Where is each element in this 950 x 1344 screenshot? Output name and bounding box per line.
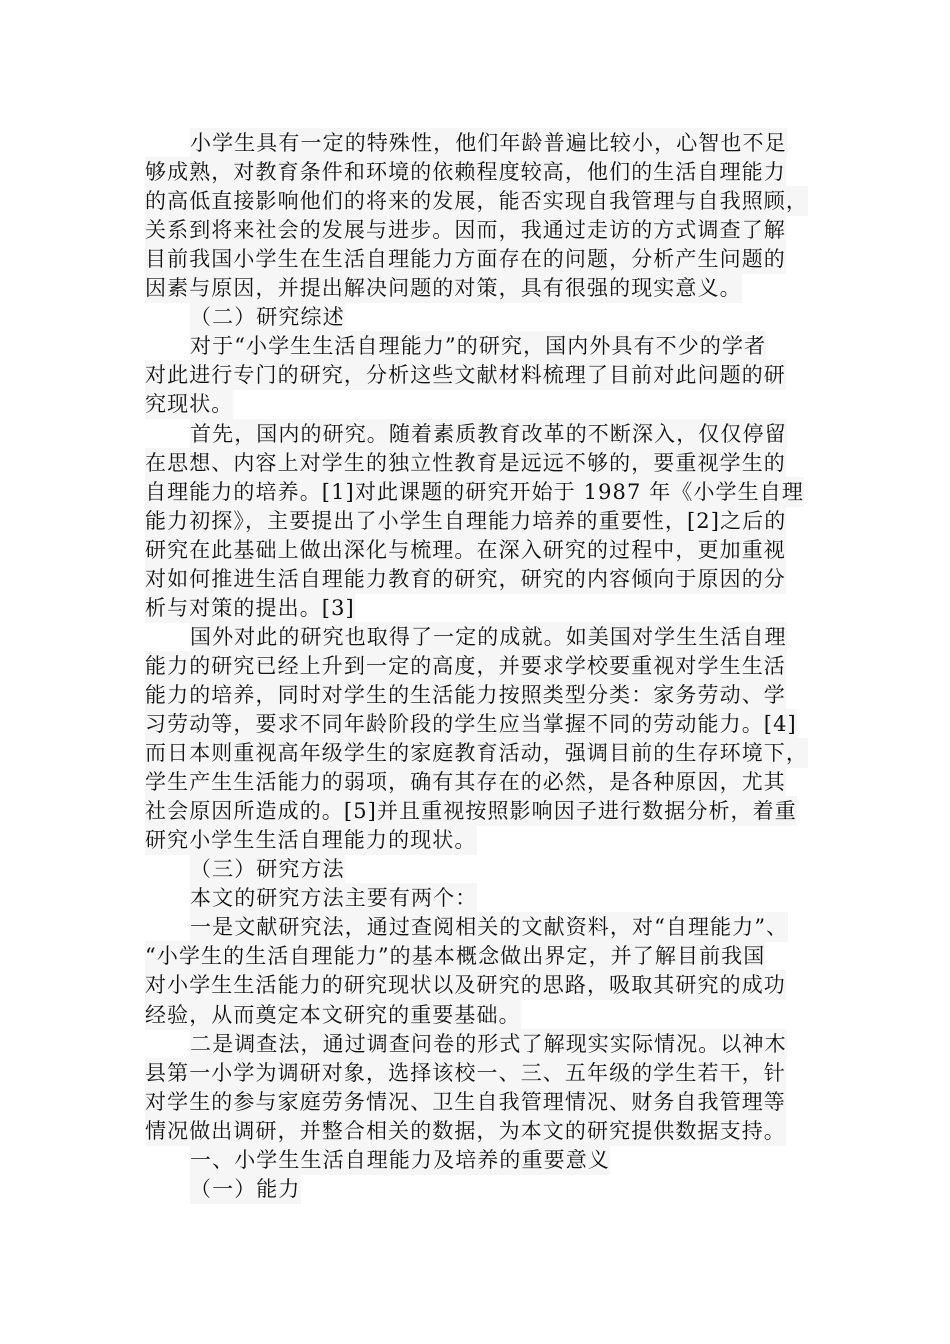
text-line: 够成熟，对教育条件和环境的依赖程度较高，他们的生活自理能力 [145, 157, 786, 187]
text-line: 究现状。 [145, 389, 233, 419]
text-line: 在思想、内容上对学生的独立性教育是远远不够的，要重视学生的 [145, 448, 786, 478]
text-line: 目前我国小学生在生活自理能力方面存在的问题，分析产生问题的 [145, 244, 786, 274]
text-line: 情况做出调研，并整合相关的数据，为本文的研究提供数据支持。 [145, 1116, 786, 1146]
text-line: 研究小学生生活自理能力的现状。 [145, 825, 477, 855]
text-line: 析与对策的提出。[3] [145, 593, 355, 623]
text-line: 首先，国内的研究。随着素质教育改革的不断深入，仅仅停留 [190, 419, 787, 449]
text-line: 关系到将来社会的发展与进步。因而，我通过走访的方式调查了解 [145, 215, 786, 245]
text-line: （三）研究方法 [190, 854, 345, 884]
text-line: 自理能力的培养。[1]对此课题的研究开始于 1987 年《小学生自理 [145, 477, 804, 507]
text-line: 习劳动等，要求不同年龄阶段的学生应当掌握不同的劳动能力。[4] [145, 709, 797, 739]
text-line: 小学生具有一定的特殊性，他们年龄普遍比较小，心智也不足 [190, 128, 787, 158]
text-line: 能力初探》，主要提出了小学生自理能力培养的重要性，[2]之后的 [145, 506, 786, 536]
text-line: 研究在此基础上做出深化与梳理。在深入研究的过程中，更加重视 [145, 535, 786, 565]
text-line: 一、小学生生活自理能力及培养的重要意义 [190, 1145, 610, 1175]
text-line: 对此进行专门的研究，分析这些文献材料梳理了目前对此问题的研 [145, 360, 786, 390]
text-line: “小学生的生活自理能力”的基本概念做出界定，并了解目前我国 [145, 941, 765, 971]
text-line: 二是调查法，通过调查问卷的形式了解现实实际情况。以神木 [190, 1029, 787, 1059]
text-line: （一）能力 [190, 1174, 301, 1204]
text-line: 社会原因所造成的。[5]并且重视按照影响因子进行数据分析，着重 [145, 796, 797, 826]
text-line: 对小学生生活能力的研究现状以及研究的思路，吸取其研究的成功 [145, 970, 786, 1000]
text-line: 经验，从而奠定本文研究的重要基础。 [145, 1000, 521, 1030]
text-line: 的高低直接影响他们的将来的发展，能否实现自我管理与自我照顾， [145, 186, 808, 216]
text-line: 本文的研究方法主要有两个： [190, 883, 477, 913]
text-line: 学生产生生活能力的弱项，确有其存在的必然，是各种原因，尤其 [145, 767, 786, 797]
text-line: 因素与原因，并提出解决问题的对策，具有很强的现实意义。 [145, 273, 742, 303]
text-line: 对学生的参与家庭劳务情况、卫生自我管理情况、财务自我管理等 [145, 1087, 786, 1117]
text-line: 对如何推进生活自理能力教育的研究，研究的内容倾向于原因的分 [145, 564, 786, 594]
text-line: 县第一小学为调研对象，选择该校一、三、五年级的学生若干，针 [145, 1058, 786, 1088]
text-line: 对于“小学生生活自理能力”的研究，国内外具有不少的学者 [190, 331, 766, 361]
text-line: 能力的研究已经上升到一定的高度，并要求学校要重视对学生生活 [145, 651, 786, 681]
text-line: （二）研究综述 [190, 302, 345, 332]
text-line: 一是文献研究法，通过查阅相关的文献资料，对“自理能力”、 [190, 912, 788, 942]
text-line: 国外对此的研究也取得了一定的成就。如美国对学生生活自理 [190, 622, 787, 652]
text-line: 而日本则重视高年级学生的家庭教育活动，强调目前的生存环境下， [145, 738, 808, 768]
text-line: 能力的培养，同时对学生的生活能力按照类型分类：家务劳动、学 [145, 680, 786, 710]
